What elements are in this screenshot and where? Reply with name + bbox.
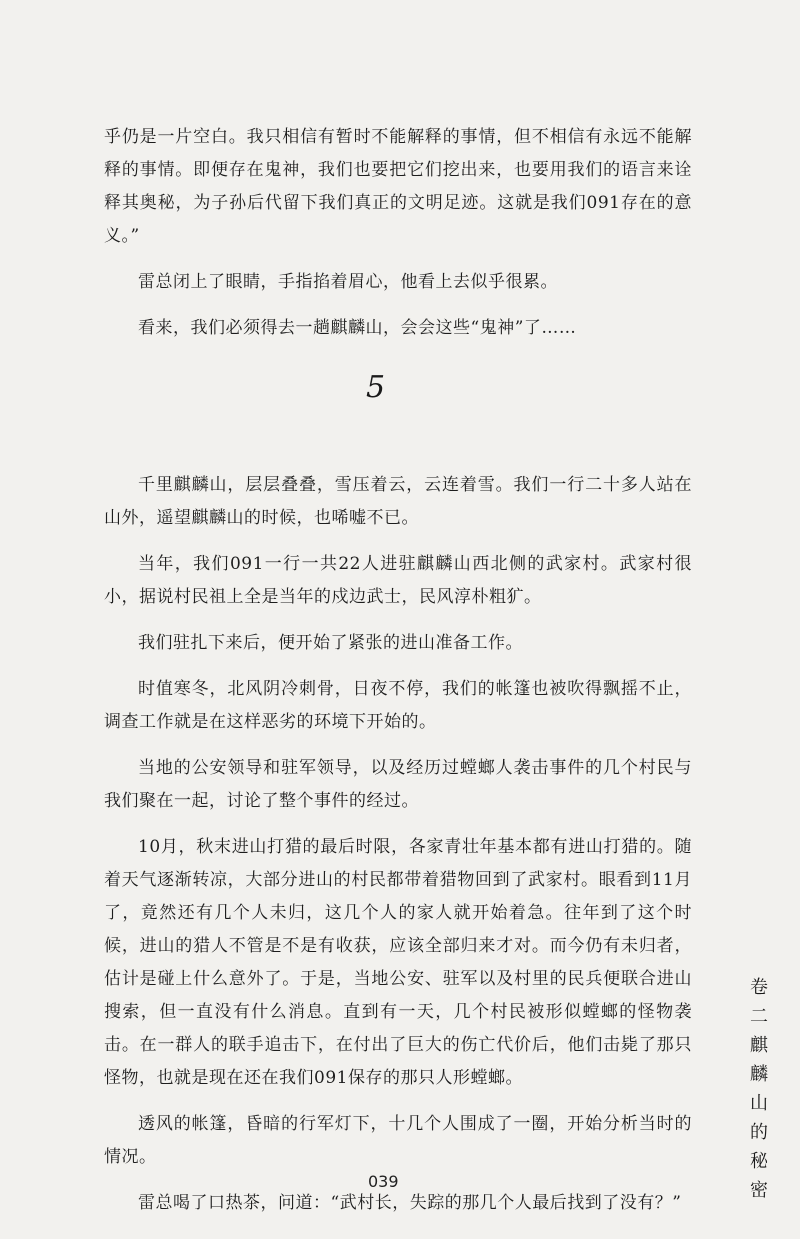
chapter-number: 5 <box>366 370 386 405</box>
paragraph: 雷总闭上了眼睛，手指掐着眉心，他看上去似乎很累。 <box>138 272 558 292</box>
top-text-block <box>104 121 692 358</box>
running-title-char: 山 <box>750 1093 768 1114</box>
running-title-char: 卷 <box>750 977 768 998</box>
running-title-char: 的 <box>750 1122 768 1143</box>
paragraph: 时值寒冬，北风阴冷刺骨，日夜不停，我们的帐篷也被吹得飘摇不止，调查工作就是在这样恶劣的环境下开始的。 <box>104 679 692 732</box>
running-title-vertical <box>745 973 773 1205</box>
paragraph: 千里麒麟山，层层叠叠，雪压着云，云连着雪。我们一行二十多人站在山外，遥望麒麟山的时候，也唏嘘不已。 <box>104 475 692 528</box>
chapter-text-block <box>104 469 692 1233</box>
paragraph: 雷总喝了口热茶，问道：“武村长，失踪的那几个人最后找到了没有？” <box>138 1193 682 1213</box>
running-title-char: 秘 <box>750 1151 768 1172</box>
page-number: 039 <box>368 1172 399 1191</box>
paragraph: 当年，我们091一行一共22人进驻麒麟山西北侧的武家村。武家村很小，据说村民祖上全是当年的戍边武士，民风淳朴粗犷。 <box>104 554 692 607</box>
running-title-char: 麒 <box>750 1035 768 1056</box>
paragraph: 我们驻扎下来后，便开始了紧张的进山准备工作。 <box>138 633 523 653</box>
paragraph: 看来，我们必须得去一趟麒麟山，会会这些“鬼神”了…… <box>138 318 577 338</box>
running-title-char: 麟 <box>750 1064 768 1085</box>
running-title-char: 密 <box>750 1180 768 1201</box>
running-title-char: 二 <box>750 1006 768 1027</box>
paragraph: 10月，秋末进山打猎的最后时限，各家青壮年基本都有进山打猎的。随着天气逐渐转凉，大部分进山的村民都带着猎物回到了武家村。眼看到11月了，竟然还有几个人未归，这几个人的家人就开始着急。往年到了这个时候，进山的猎人不管是不是有收获，应该全部归来才对。而今仍有未归者，估计是碰上什么意外了。于是，当地公安、驻军以及村里的民兵便联合进山搜索，但一直没有什么消息。直到有一天，几个村民被形似螳螂的怪物袭击。在一群人的联手追击下，在付出了巨大的伤亡代价后，他们击毙了那只怪物，也就是现在还在我们091保存的那只人形螳螂。 <box>104 837 692 1088</box>
paragraph: 透风的帐篷，昏暗的行军灯下，十几个人围成了一圈，开始分析当时的情况。 <box>104 1114 692 1167</box>
paragraph-continuation: 乎仍是一片空白。我只相信有暂时不能解释的事情，但不相信有永远不能解释的事情。即便存在鬼神，我们也要把它们挖出来，也要用我们的语言来诠释其奥秘，为子孙后代留下我们真正的文明足迹。这就是我们091存在的意义。” <box>104 127 692 246</box>
paragraph: 当地的公安领导和驻军领导，以及经历过螳螂人袭击事件的几个村民与我们聚在一起，讨论了整个事件的经过。 <box>104 758 692 811</box>
